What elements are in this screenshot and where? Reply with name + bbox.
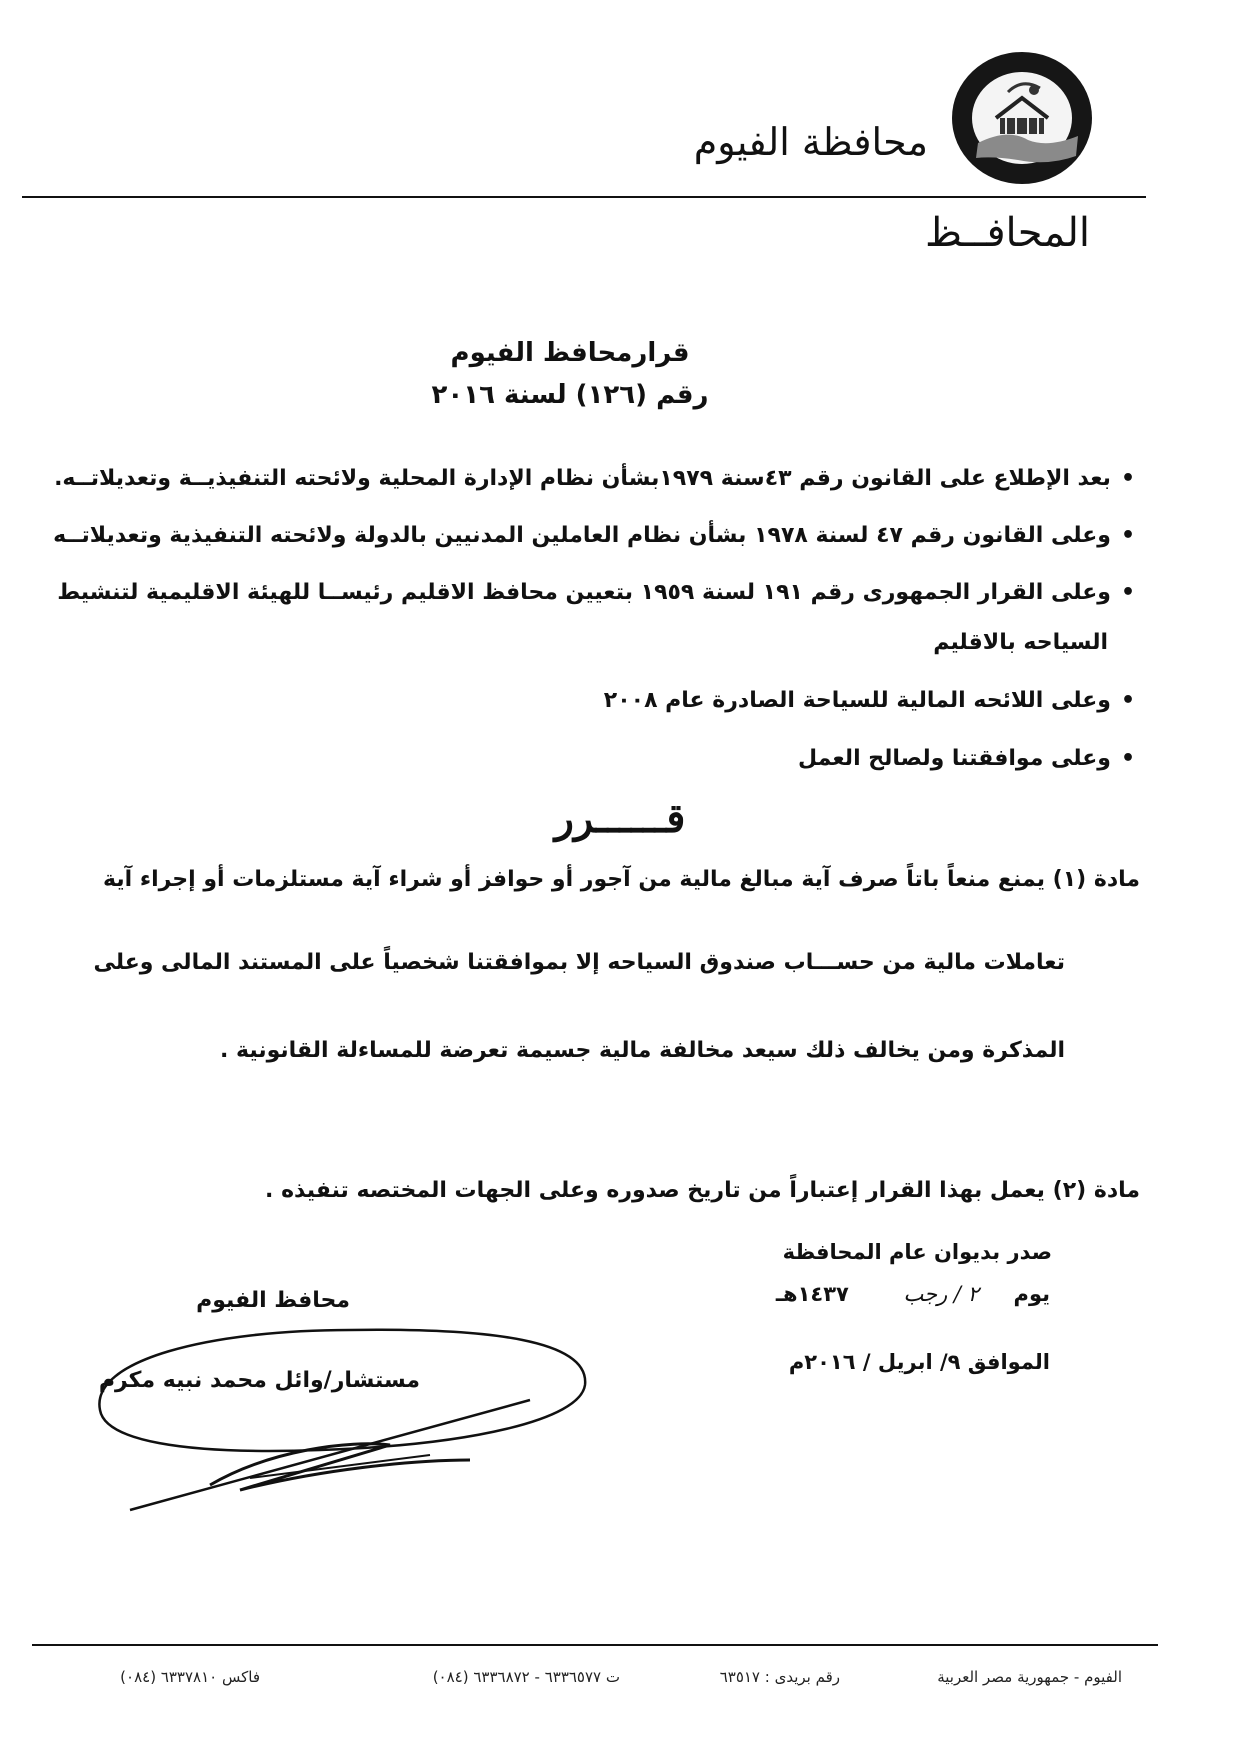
decree-title: قرارمحافظ الفيوم [450,338,690,368]
bullet-icon: • [1120,580,1135,605]
bullet-icon: • [1120,746,1135,771]
handwritten-signature-icon [90,1300,610,1530]
gregorian-date: ٩/ ابريل / ٢٠١٦م [788,1350,961,1374]
article-line: يعمل بهذا القرار إعتباراً من تاريخ صدوره وعلى الجهات المختصه تنفيذه . [265,1178,1045,1203]
day-label: يوم [1013,1282,1050,1306]
decree-number: رقم (١٢٦) لسنة ٢٠١٦ [431,380,709,410]
bullet-icon: • [1120,523,1135,548]
preamble-item [57,580,1135,605]
article-line: يمنع منعاً باتاً صرف آية مبالغ مالية من آجور أو حوافز أو شراء آية مستلزمات أو إجراء آية [103,867,1045,892]
hijri-year: ١٤٣٧هـ [775,1282,849,1306]
article-line: تعاملات مالية من حســـاب صندوق السياحه إلا بموافقتنا شخصياً على المستند المالى وعلى [93,950,1065,975]
signatory-title: محافظ الفيوم [196,1288,350,1313]
header-divider [22,196,1146,198]
preamble-item [54,466,1135,491]
corresponding-label: الموافق [967,1350,1050,1374]
article-2 [265,1178,1140,1203]
decided-heading: قــــــرر [554,795,686,842]
hijri-date: ٢ / رجب [903,1282,979,1306]
governorate-seal-icon [948,48,1096,188]
footer-divider [32,1644,1158,1646]
article-1 [103,867,1140,892]
bullet-icon: • [1120,466,1135,491]
preamble-continuation: السياحه بالاقليم [933,630,1108,655]
signatory-name: مستشار/وائل محمد نبيه مكرم [98,1368,420,1393]
preamble-text: وعلى القرار الجمهورى رقم ١٩١ لسنة ١٩٥٩ بتعيين محافظ الاقليم رئيســا للهيئة الاقليمية لتنشيط [57,580,1111,605]
preamble-text: وعلى القانون رقم ٤٧ لسنة ١٩٧٨ بشأن نظام العاملين المدنيين بالدولة ولائحته التنفيذية وتعديلاتــه [53,523,1111,548]
footer-phones: ت ٦٣٣٦٥٧٧ - ٦٣٣٦٨٧٢ (٠٨٤) [432,1668,620,1686]
issued-at: صدر بديوان عام المحافظة [782,1240,1052,1264]
article-label: مادة (١) [1052,867,1140,892]
organization-name: محافظة الفيوم [693,120,928,164]
preamble-item [604,688,1135,713]
preamble-text: بعد الإطلاع على القانون رقم ٤٣سنة ١٩٧٩بشأن نظام الإدارة المحلية ولائحته التنفيذيــة وتعديلاتــه. [54,466,1111,491]
footer-fax: فاكس ٦٣٣٧٨١٠ (٠٨٤) [120,1668,260,1686]
hijri-date-line [776,1282,1050,1306]
preamble-text: وعلى موافقتنا ولصالح العمل [798,746,1111,771]
office-title: المحافــظ [925,210,1090,256]
article-label: مادة (٢) [1052,1178,1140,1203]
bullet-icon: • [1120,688,1135,713]
preamble-item [53,523,1135,548]
footer-postal-code: رقم بريدى : ٦٣٥١٧ [719,1668,840,1686]
article-line: المذكرة ومن يخالف ذلك سيعد مخالفة مالية جسيمة تعرضة للمساءلة القانونية . [220,1038,1065,1063]
preamble-item [798,746,1135,771]
preamble-text: وعلى اللائحه المالية للسياحة الصادرة عام ٢٠٠٨ [603,688,1111,713]
footer-address: الفيوم - جمهورية مصر العربية [937,1668,1122,1686]
gregorian-date-line [789,1350,1050,1374]
